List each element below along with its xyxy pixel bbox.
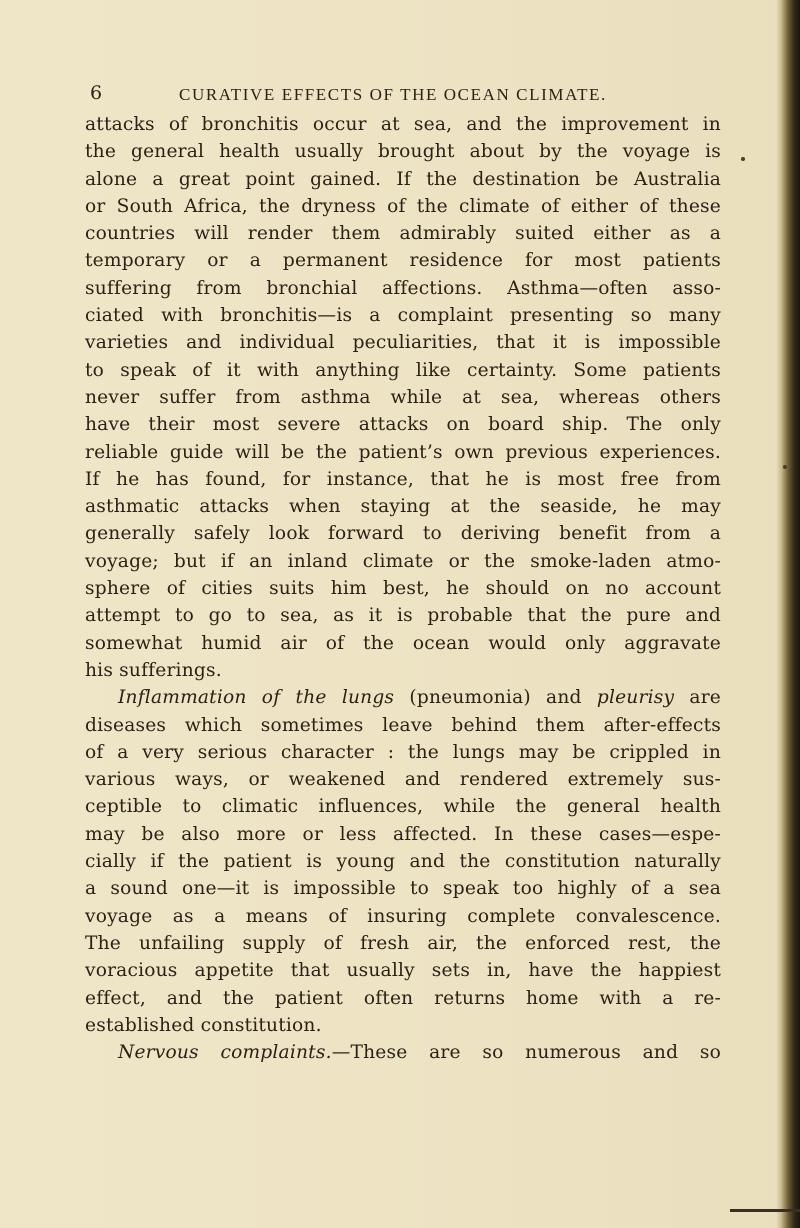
text-fragment: are [674,687,721,709]
text-line: diseases which sometimes leave behind them after-effects [85,714,721,736]
margin-mark [783,465,787,469]
margin-mark [741,157,745,161]
paragraph-opening-line [85,684,721,711]
text-line: voracious appetite that usually sets in, have the happiest [85,960,721,982]
text-fragment: (pneumonia) and [394,687,597,709]
text-line: ciated with bronchitis—is a complaint presenting so many [85,305,721,327]
text-line: attacks of bronchitis occur at sea, and the improvement in [85,114,721,135]
text-line: The unfailing supply of fresh air, the enforced rest, the [85,932,721,954]
text-line: attempt to go to sea, as it is probable that the pure and [85,605,721,627]
text-line: asthmatic attacks when staying at the seaside, he may [85,496,721,518]
text-line: If he has found, for instance, that he is most free from [85,468,721,490]
text-line: may be also more or less affected. In these cases—espe- [85,823,721,845]
italic-heading: Nervous complaints. [118,1042,332,1064]
scan-edge-mark [730,1209,800,1212]
text-line: alone a great point gained. If the destination be Australia [85,168,721,190]
text-line: countries will render them admirably suited either as a [85,223,721,245]
running-head: CURATIVE EFFECTS OF THE OCEAN CLIMATE. [179,85,607,104]
text-line: suffering from bronchial affections. Asthma—often asso- [85,277,721,299]
text-line: his sufferings. [85,659,222,681]
text-line: ceptible to climatic influences, while the general health [85,796,721,818]
text-line: reliable guide will be the patient’s own previous experiences. [85,441,721,463]
text-line: the general health usually brought about by the voyage is [85,141,721,163]
text-line: effect, and the patient often returns home with a re- [85,987,721,1009]
text-line: varieties and individual peculiarities, that it is impossible [85,332,721,354]
body-text [85,111,721,1066]
text-line: established constitution. [85,1014,322,1036]
text-line: or South Africa, the dryness of the climate of either of these [85,195,721,217]
text-line: a sound one—it is impossible to speak too highly of a sea [85,878,721,900]
text-line: voyage; but if an inland climate or the smoke-laden atmo- [85,550,721,572]
text-fragment: —These are so numerous and so [331,1042,721,1064]
text-line: generally safely look forward to deriving benefit from a [85,523,721,545]
text-line: to speak of it with anything like certainty. Some patients [85,359,721,381]
paragraph-opening-line [85,1039,721,1066]
text-line: temporary or a permanent residence for most patients [85,250,721,272]
italic-heading: Inflammation of the lungs [118,687,395,709]
text-line: have their most severe attacks on board ship. The only [85,414,721,436]
page-number: 6 [90,82,103,104]
text-line: voyage as a means of insuring complete convalescence. [85,905,721,927]
text-line: cially if the patient is young and the constitution naturally [85,851,721,873]
binding-edge [782,0,800,1228]
text-line: various ways, or weakened and rendered extremely sus- [85,769,721,791]
italic-term: pleurisy [596,687,675,709]
text-line: never suffer from asthma while at sea, whereas others [85,386,721,408]
text-line: sphere of cities suits him best, he should on no account [85,578,721,600]
text-line: of a very serious character : the lungs may be crippled in [85,741,721,763]
text-line: somewhat humid air of the ocean would only aggravate [85,632,721,654]
